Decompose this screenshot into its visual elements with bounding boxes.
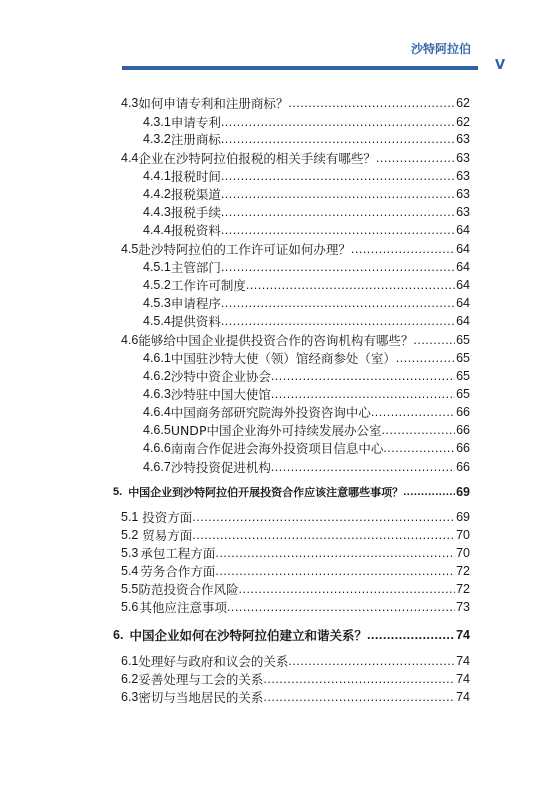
- toc-entry-title: 主管部门: [170, 260, 221, 275]
- toc-entry-title: 能够给中国企业提供投资合作的咨询机构有哪些？: [138, 333, 414, 348]
- toc-entry-number: 6.2: [121, 672, 139, 686]
- toc-entry-page: 65: [456, 351, 470, 365]
- dot-leader: [403, 484, 455, 501]
- toc-entry-title: 沙特投资促进机构: [170, 460, 271, 475]
- toc-entry-number: 5.3: [121, 546, 139, 560]
- toc-entry-number: 4.6: [121, 333, 139, 347]
- toc-entry-page: 63: [456, 205, 470, 219]
- toc-entry[interactable]: [121, 527, 470, 544]
- running-header-title: 沙特阿拉伯: [410, 42, 471, 56]
- toc-entry[interactable]: [143, 440, 470, 457]
- dot-leader: [351, 241, 455, 258]
- toc-entry-page: 63: [456, 187, 470, 201]
- toc-entry[interactable]: [121, 689, 470, 706]
- toc-entry-number: 4.3: [121, 96, 139, 110]
- page-number: V: [494, 58, 505, 73]
- dot-leader: [221, 168, 455, 185]
- toc-entry-title: 南南合作促进会海外投资项目信息中心: [170, 441, 384, 456]
- toc-entry-number: 5.4: [121, 564, 139, 578]
- dot-leader: [215, 563, 455, 580]
- toc-entry[interactable]: [143, 350, 470, 367]
- toc-entry[interactable]: [143, 222, 470, 239]
- toc-entry[interactable]: [143, 114, 470, 131]
- toc-entry[interactable]: [143, 277, 470, 294]
- toc-entry-title: 沙特中资企业协会: [170, 369, 271, 384]
- toc-entry-page: 72: [456, 582, 470, 596]
- dot-leader: [215, 545, 455, 562]
- toc-entry-page: 64: [456, 296, 470, 310]
- toc-entry-page: 69: [456, 485, 470, 499]
- toc-entry-page: 63: [456, 132, 470, 146]
- dot-leader: [288, 95, 455, 112]
- toc-entry-title: 报税资料: [170, 223, 221, 238]
- toc-entry[interactable]: [143, 186, 470, 203]
- dot-leader: [263, 671, 455, 688]
- toc-entry-title: 申请专利: [170, 115, 221, 130]
- toc-entry-title: 中国驻沙特大使（领）馆经商参处（室）: [170, 351, 396, 366]
- toc-entry-page: 66: [456, 405, 470, 419]
- toc-entry[interactable]: [113, 484, 470, 501]
- toc-entry-title: 提供资料: [170, 314, 221, 329]
- toc-entry[interactable]: [143, 168, 470, 185]
- toc-entry[interactable]: [113, 627, 470, 644]
- toc-entry-title: 报税渠道: [170, 187, 221, 202]
- toc-entry-page: 64: [456, 314, 470, 328]
- toc-entry[interactable]: [121, 150, 470, 167]
- dot-leader: [413, 332, 455, 349]
- toc-entry-title: 注册商标: [170, 132, 221, 147]
- dot-leader: [271, 459, 455, 476]
- toc-entry-title: 劳务合作方面: [140, 564, 216, 579]
- toc-entry-title: 其他应注意事项: [139, 600, 227, 615]
- toc-entry[interactable]: [121, 599, 470, 616]
- toc-entry-page: 74: [456, 672, 470, 686]
- dot-leader: [221, 131, 455, 148]
- toc-entry-number: 5.2: [121, 528, 139, 542]
- toc-entry[interactable]: [121, 563, 470, 580]
- toc-entry[interactable]: [121, 509, 470, 526]
- toc-entry-number: 4.4.1: [143, 169, 171, 183]
- toc-entry[interactable]: [121, 671, 470, 688]
- dot-leader: [221, 259, 455, 276]
- toc-entry[interactable]: [143, 422, 470, 439]
- toc-entry-page: 63: [456, 169, 470, 183]
- toc-entry-page: 69: [456, 510, 470, 524]
- toc-entry-title: 赴沙特阿拉伯的工作许可证如何办理？: [138, 242, 351, 257]
- toc-entry-title: 防范投资合作风险: [138, 582, 239, 597]
- dot-leader: [239, 581, 456, 598]
- toc-entry-title: 中国企业如何在沙特阿拉伯建立和谐关系？: [129, 628, 367, 643]
- toc-entry-title: 如何申请专利和注册商标？: [138, 96, 289, 111]
- toc-entry-number: 4.6.5: [143, 423, 171, 437]
- dot-leader: [271, 386, 455, 403]
- toc-entry[interactable]: [143, 404, 470, 421]
- dot-leader: [221, 186, 455, 203]
- toc-entry-title: 中国企业到沙特阿拉伯开展投资合作应该注意哪些事项？: [128, 486, 404, 499]
- toc-entry-page: 62: [456, 115, 470, 129]
- toc-entry-number: 4.4.3: [143, 205, 171, 219]
- toc-entry[interactable]: [143, 295, 470, 312]
- toc-entry-number: 4.3.2: [143, 132, 171, 146]
- toc-entry-title: 贸易方面: [142, 528, 193, 543]
- dot-leader: [376, 150, 455, 167]
- dot-leader: [221, 313, 455, 330]
- toc-entry-number: 4.6.3: [143, 387, 171, 401]
- dot-leader: [383, 440, 455, 457]
- toc-entry-page: 62: [456, 96, 470, 110]
- dot-leader: [271, 368, 455, 385]
- toc-entry-title: 申请程序: [170, 296, 221, 311]
- toc-entry[interactable]: [143, 368, 470, 385]
- dot-leader: [381, 422, 455, 439]
- dot-leader: [221, 222, 455, 239]
- toc-entry-number: 4.5.4: [143, 314, 171, 328]
- toc-entry-number: 5.: [113, 486, 123, 498]
- toc-entry-title: 报税时间: [170, 169, 221, 184]
- toc-entry-number: 4.6.4: [143, 405, 171, 419]
- toc-entry-title: 企业在沙特阿拉伯报税的相关手续有哪些？: [138, 151, 376, 166]
- toc-entry-page: 74: [456, 628, 470, 642]
- toc-entry-number: 4.5.3: [143, 296, 171, 310]
- dot-leader: [367, 627, 455, 644]
- toc-entry-title: 密切与当地居民的关系: [138, 690, 264, 705]
- toc-entry-number: 4.4: [121, 151, 139, 165]
- toc-entry-number: 4.6.7: [143, 460, 171, 474]
- dot-leader: [288, 653, 455, 670]
- dot-leader: [192, 509, 455, 526]
- toc-entry-number: 5.1: [121, 510, 139, 524]
- toc-entry[interactable]: [121, 581, 470, 598]
- toc-entry-number: 4.5.2: [143, 278, 171, 292]
- toc-entry-number: 4.4.4: [143, 223, 171, 237]
- dot-leader: [192, 527, 455, 544]
- toc-entry[interactable]: [121, 545, 470, 562]
- toc-entry-title: 报税手续: [170, 205, 221, 220]
- toc-entry-page: 65: [456, 333, 470, 347]
- toc-entry-number: 6.1: [121, 654, 139, 668]
- dot-leader: [221, 295, 455, 312]
- toc-entry-number: 6.: [113, 628, 124, 642]
- dot-leader: [263, 689, 455, 706]
- toc-entry-number: 5.6: [121, 600, 139, 614]
- toc-entry-number: 4.6.6: [143, 441, 171, 455]
- toc-entry[interactable]: [121, 95, 470, 112]
- toc-entry-page: 72: [456, 564, 470, 578]
- toc-entry-page: 70: [456, 528, 470, 542]
- toc-entry-number: 4.6.1: [143, 351, 171, 365]
- toc-entry-number: 4.5: [121, 242, 139, 256]
- toc-entry[interactable]: [143, 131, 470, 148]
- toc-entry-title: 中国商务部研究院海外投资咨询中心: [170, 405, 371, 420]
- toc-entry[interactable]: [121, 653, 470, 670]
- toc-entry-page: 73: [456, 600, 470, 614]
- toc-entry-title: 沙特驻中国大使馆: [170, 387, 271, 402]
- toc-entry-title: 工作许可制度: [170, 278, 246, 293]
- toc-entry-title: 承包工程方面: [140, 546, 216, 561]
- dot-leader: [246, 277, 455, 294]
- header-rule: [122, 66, 478, 70]
- toc-entry-page: 64: [456, 260, 470, 274]
- toc-entry-page: 74: [456, 690, 470, 704]
- toc-entry-number: 4.3.1: [143, 115, 171, 129]
- toc-entry-page: 63: [456, 151, 470, 165]
- dot-leader: [221, 114, 455, 131]
- toc-entry-title: 妥善处理与工会的关系: [138, 672, 264, 687]
- dot-leader: [371, 404, 455, 421]
- toc-entry-number: 4.6.2: [143, 369, 171, 383]
- toc-entry-number: 4.5.1: [143, 260, 171, 274]
- toc-entry-title: UNDP中国企业海外可持续发展办公室: [170, 423, 382, 438]
- toc-entry-page: 66: [456, 441, 470, 455]
- toc-entry-number: 4.4.2: [143, 187, 171, 201]
- dot-leader: [221, 204, 455, 221]
- dot-leader: [396, 350, 455, 367]
- toc-entry-page: 70: [456, 546, 470, 560]
- toc-entry[interactable]: [121, 241, 470, 258]
- toc-entry-page: 64: [456, 242, 470, 256]
- toc-entry-title: 处理好与政府和议会的关系: [138, 654, 289, 669]
- toc-entry-page: 64: [456, 223, 470, 237]
- toc-entry-page: 66: [456, 423, 470, 437]
- toc-entry[interactable]: [143, 386, 470, 403]
- toc-entry-title: 投资方面: [142, 510, 193, 525]
- toc-entry-number: 5.5: [121, 582, 139, 596]
- toc-entry-page: 65: [456, 387, 470, 401]
- toc-entry[interactable]: [143, 313, 470, 330]
- toc-entry-page: 65: [456, 369, 470, 383]
- toc-entry[interactable]: [143, 459, 470, 476]
- dot-leader: [227, 599, 455, 616]
- toc-entry[interactable]: [143, 204, 470, 221]
- toc-entry-page: 66: [456, 460, 470, 474]
- toc-entry-number: 6.3: [121, 690, 139, 704]
- toc-entry-page: 64: [456, 278, 470, 292]
- toc-entry[interactable]: [121, 332, 470, 349]
- toc-entry-page: 74: [456, 654, 470, 668]
- toc-entry[interactable]: [143, 259, 470, 276]
